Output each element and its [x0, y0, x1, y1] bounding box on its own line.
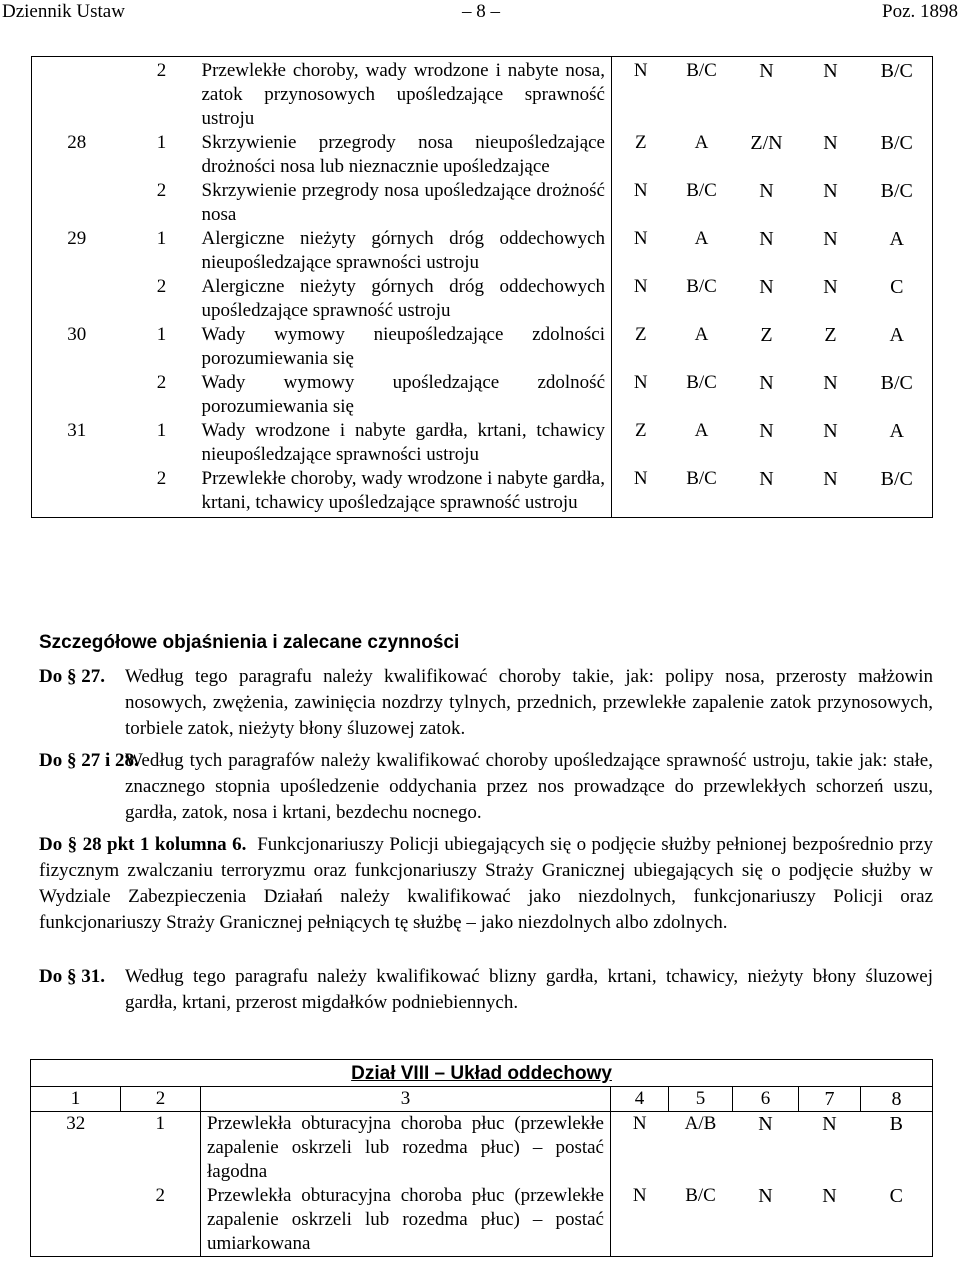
- category-v4: N: [823, 468, 838, 490]
- note-label: Do § 28 pkt 1 kolumna 6.: [39, 834, 247, 855]
- point-number: 2: [155, 1185, 165, 1206]
- category-v5: B/C: [880, 468, 913, 490]
- category-v5: B/C: [880, 372, 913, 394]
- point-number: 1: [156, 228, 167, 249]
- category-v1: N: [632, 1113, 647, 1134]
- table-row: [32, 57, 933, 132]
- point-number: 2: [156, 276, 167, 297]
- page-number: – 8 –: [462, 1, 500, 22]
- category-v1: N: [633, 228, 648, 249]
- note-text: Według tego paragrafu należy kwalifikować blizny gardła, krtani, tchawicy, nieżyty błony śluzowej gardła, krtani, przerost migdałków podniebiennych.: [125, 966, 933, 1013]
- column-number: 7: [799, 1087, 861, 1112]
- table-row: [31, 1112, 933, 1185]
- column-number: 1: [31, 1087, 121, 1112]
- category-v1: Z: [634, 324, 647, 345]
- condition-description: Przewlekłe choroby, wady wrodzone i nabyte nosa, zatok przynosowych upośledzające sprawność ustroju: [202, 57, 612, 132]
- respiratory-system-table: [30, 1059, 933, 1257]
- point-number: 1: [156, 324, 167, 345]
- note-par-27-28: [39, 748, 933, 826]
- condition-description: Alergiczne nieżyty górnych dróg oddechowych nieupośledzające sprawności ustroju: [202, 227, 612, 275]
- condition-description: Wady wymowy nieupośledzające zdolności porozumiewania się: [202, 323, 612, 371]
- category-v2: B/C: [686, 276, 717, 297]
- paragraph-number: [32, 57, 122, 132]
- category-v1: N: [633, 468, 648, 489]
- column-number: 4: [611, 1087, 669, 1112]
- condition-description: Alergiczne nieżyty górnych dróg oddechowych upośledzające sprawność ustroju: [202, 275, 612, 323]
- category-v4: N: [823, 60, 838, 82]
- category-v5: C: [890, 276, 904, 298]
- category-v2: A: [694, 228, 709, 249]
- category-v3: N: [758, 1185, 773, 1207]
- paragraph-number: 32: [66, 1113, 86, 1134]
- qualification-table-continued: [31, 56, 933, 518]
- category-v4: N: [823, 132, 838, 154]
- column-number: 8: [861, 1087, 933, 1112]
- paragraph-number: 28: [67, 132, 87, 153]
- paragraph-number: 30: [67, 324, 87, 345]
- category-v4: N: [823, 372, 838, 394]
- category-v3: N: [759, 180, 774, 202]
- note-par-27: [39, 664, 933, 742]
- category-v5: B: [889, 1113, 903, 1135]
- note-label: Do § 27.: [39, 666, 105, 687]
- category-v4: Z: [824, 324, 837, 346]
- point-number: 2: [156, 60, 167, 81]
- category-v3: N: [759, 420, 774, 442]
- condition-description: Skrzywienie przegrody nosa upośledzające drożność nosa: [202, 179, 612, 227]
- category-v1: N: [632, 1185, 647, 1206]
- page-header: [0, 0, 960, 26]
- notes-heading: Szczegółowe objaśnienia i zalecane czynności: [39, 632, 460, 653]
- category-v2: A/B: [684, 1113, 717, 1134]
- category-v4: N: [823, 228, 838, 250]
- category-v2: B/C: [686, 372, 717, 393]
- point-number: 1: [156, 420, 167, 441]
- column-number: 5: [669, 1087, 733, 1112]
- paragraph-number: [31, 1184, 121, 1257]
- table-row: [32, 275, 933, 323]
- category-v3: N: [759, 372, 774, 394]
- category-v5: A: [889, 420, 904, 442]
- category-v2: B/C: [685, 1185, 716, 1206]
- category-v4: N: [822, 1113, 837, 1135]
- category-v5: B/C: [880, 60, 913, 82]
- category-v3: Z/N: [750, 132, 783, 154]
- category-v5: A: [889, 228, 904, 250]
- note-text: Według tego paragrafu należy kwalifikować choroby takie, jak: polipy nosa, przerosty małżowin nosowych, zwężenia, zawinięcia nozdrzy tylnych, przednich, przewlekłe zapalenie zatok przynosowych, torbiele zatok, nieżyty błony śluzowej zatok.: [125, 666, 933, 739]
- category-v3: Z: [760, 324, 773, 346]
- table-row: [32, 131, 933, 179]
- category-v3: N: [759, 60, 774, 82]
- category-v2: B/C: [686, 60, 717, 81]
- category-v4: N: [823, 420, 838, 442]
- table-row: [32, 371, 933, 419]
- column-number: 3: [201, 1087, 611, 1112]
- paragraph-number: [32, 179, 122, 227]
- table-row: [32, 419, 933, 467]
- category-v5: B/C: [880, 132, 913, 154]
- table-row: [32, 467, 933, 518]
- category-v2: B/C: [686, 180, 717, 201]
- point-number: 2: [156, 372, 167, 393]
- table-row: [32, 227, 933, 275]
- category-v2: B/C: [686, 468, 717, 489]
- category-v4: N: [823, 276, 838, 298]
- category-v1: N: [633, 60, 648, 81]
- condition-description: Przewlekłe choroby, wady wrodzone i nabyte gardła, krtani, tchawicy upośledzające sprawność ustroju: [202, 467, 612, 518]
- table-row: [32, 323, 933, 371]
- category-v3: N: [758, 1113, 773, 1135]
- paragraph-number: [32, 275, 122, 323]
- category-v5: C: [889, 1185, 903, 1207]
- note-text-with-label: [39, 832, 933, 936]
- column-number: 2: [121, 1087, 201, 1112]
- category-v2: A: [694, 420, 709, 441]
- paragraph-number: [32, 467, 122, 518]
- category-v2: A: [694, 324, 709, 345]
- category-v1: N: [633, 372, 648, 393]
- category-v1: Z: [634, 420, 647, 441]
- note-text: Według tych paragrafów należy kwalifikować choroby upośledzające sprawność ustroju, takie jak: stałe, znacznego stopnia upośledzenie oddychania przez nos prowadzące do przewlekłych schorzeń uszu, gardła, zatok, nosa i krtani, bezdechu nocnego.: [125, 750, 933, 823]
- category-v2: A: [694, 132, 709, 153]
- table-row: [32, 179, 933, 227]
- category-v1: Z: [634, 132, 647, 153]
- point-number: 2: [156, 468, 167, 489]
- note-par-31: [39, 964, 933, 1016]
- category-v4: N: [822, 1185, 837, 1207]
- point-number: 2: [156, 180, 167, 201]
- point-number: 1: [156, 132, 167, 153]
- condition-description: Skrzywienie przegrody nosa nieupośledzające drożności nosa lub nieznacznie upośledzające: [202, 131, 612, 179]
- condition-description: Wady wrodzone i nabyte gardła, krtani, tchawicy nieupośledzające sprawności ustroju: [202, 419, 612, 467]
- paragraph-number: 29: [67, 228, 87, 249]
- journal-name: Dziennik Ustaw: [2, 1, 125, 22]
- column-number: 6: [733, 1087, 799, 1112]
- category-v3: N: [759, 468, 774, 490]
- note-label: Do § 27 i 28.: [39, 750, 139, 771]
- category-v1: N: [633, 276, 648, 297]
- category-v5: B/C: [880, 180, 913, 202]
- category-v4: N: [823, 180, 838, 202]
- category-v5: A: [889, 324, 904, 346]
- section-title: Dział VIII – Układ oddechowy: [31, 1060, 933, 1087]
- category-v3: N: [759, 276, 774, 298]
- condition-description: Przewlekła obturacyjna choroba płuc (przewlekłe zapalenie oskrzeli lub rozedma płuc) – postać łagodna: [201, 1112, 611, 1185]
- note-label: Do § 31.: [39, 966, 105, 987]
- note-text: Funkcjonariuszy Policji ubiegających się o podjęcie służby pełnionej bezpośrednio przy fizycznym zwalczaniu terroryzmu oraz funkcjonariuszy Straży Granicznej ubiegających się o podjęcie służby w Wydziale Zabezpieczenia Działań należy kwalifikować jako niezdolnych, funkcjonariuszy Policji oraz funkcjonariuszy Straży Granicznej pełniących tę służbę – jako niezdolnych albo zdolnych.: [39, 834, 933, 933]
- table-row: [31, 1184, 933, 1257]
- paragraph-number: 31: [67, 420, 87, 441]
- category-v3: N: [759, 228, 774, 250]
- note-par-28: [39, 832, 933, 936]
- condition-description: Przewlekła obturacyjna choroba płuc (przewlekłe zapalenie oskrzeli lub rozedma płuc) – postać umiarkowana: [201, 1184, 611, 1257]
- point-number: 1: [155, 1113, 165, 1134]
- condition-description: Wady wymowy upośledzające zdolność porozumiewania się: [202, 371, 612, 419]
- category-v1: N: [633, 180, 648, 201]
- paragraph-number: [32, 371, 122, 419]
- position-number: Poz. 1898: [882, 1, 958, 22]
